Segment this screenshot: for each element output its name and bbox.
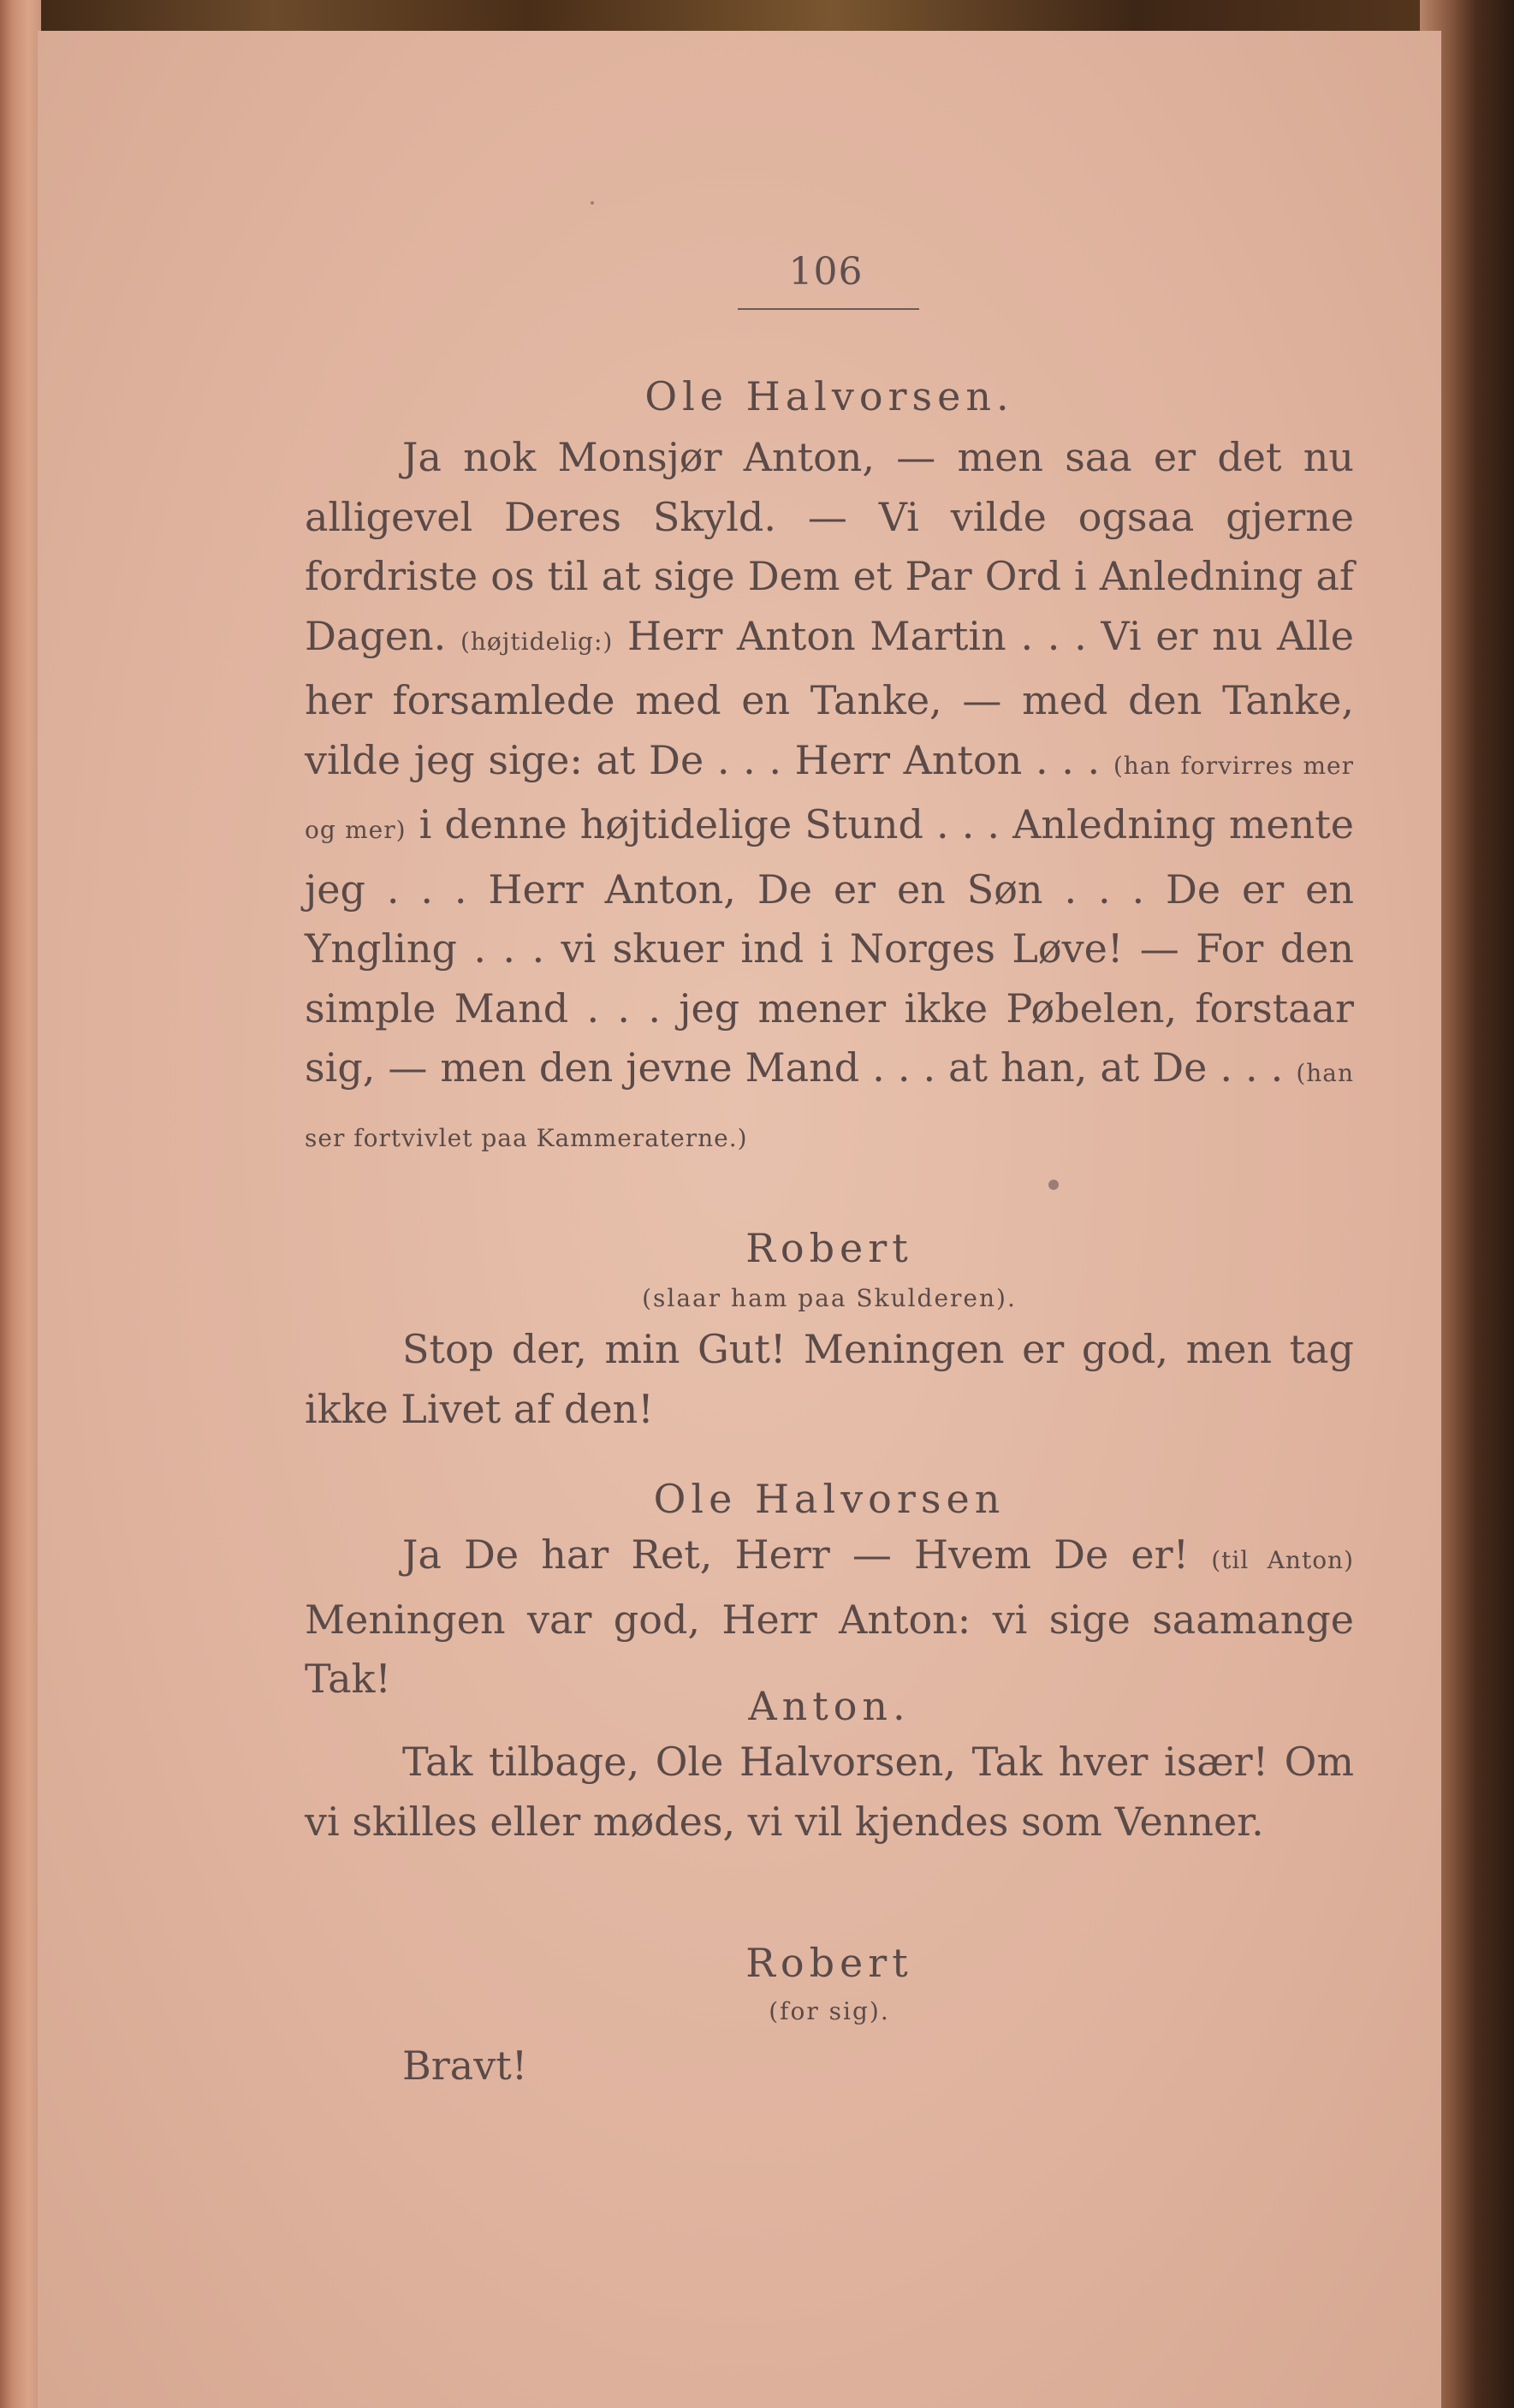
book-left-edge [0,0,41,2408]
stage-direction: (han ser fortvivlet paa Kammeraterne.) [305,1059,1355,1152]
speech-paragraph [305,428,1354,1168]
speaker-name: Ole Halvorsen [653,1476,1006,1522]
paper-speck [1048,1180,1059,1190]
speech-text: Ja nok Monsjør Anton, — men saa er det nu alligevel Deres Skyld. — Vi vilde ogsaa gjerne fordriste os til at sige Dem et Par Ord i Anledning af Dagen. [305,434,1354,659]
stage-direction: (højtidelig:) [460,627,614,656]
stage-direction: (til Anton) [1211,1546,1355,1574]
page-number: 106 [788,250,864,294]
speech-text: Ja De har Ret, Herr — Hvem De er! [402,1531,1190,1578]
speech-paragraph [305,1320,1354,1439]
speech-paragraph [305,1525,1354,1709]
speech-text: Stop der, min Gut! Meningen er god, men tag ikke Livet af den! [305,1326,1354,1432]
speech-text: i denne højtidelige Stund . . . Anledning mente jeg . . . Herr Anton, De er en Søn . . . De er en Yngling . . . vi skuer ind i Norges Løve! — For den simple Mand . . . jeg mener ikke Pøbelen, forstaar sig, — men den jevne Mand . . . at han, at De . . . [305,801,1354,1091]
speaker-name: Robert [745,1940,913,1986]
speech-text: Tak tilbage, Ole Halvorsen, Tak hver især! Om vi skilles eller mødes, vi vil kjendes som Venner. [305,1739,1354,1845]
stage-direction: (han forvirres mer og mer) [305,751,1355,844]
page-number-rule [738,308,919,310]
paper-speck [591,201,594,205]
speech-text: Herr Anton Martin . . . Vi er nu Alle her forsamlede med en Tanke, — med den Tanke, vilde jeg sige: at De . . . Herr Anton . . . [305,612,1354,783]
stage-direction: (slaar ham paa Skulderen). [642,1284,1017,1312]
stage-direction: (for sig). [769,1997,890,2025]
speaker-name: Robert [745,1225,913,1271]
speech-paragraph [305,1733,1354,1852]
speech-text: Meningen var god, Herr Anton: vi sige saamange Tak! [305,1596,1354,1702]
speaker-name: Anton. [748,1683,911,1729]
speaker-name: Ole Halvorsen. [644,373,1014,419]
speech-text: Bravt! [402,2042,528,2089]
